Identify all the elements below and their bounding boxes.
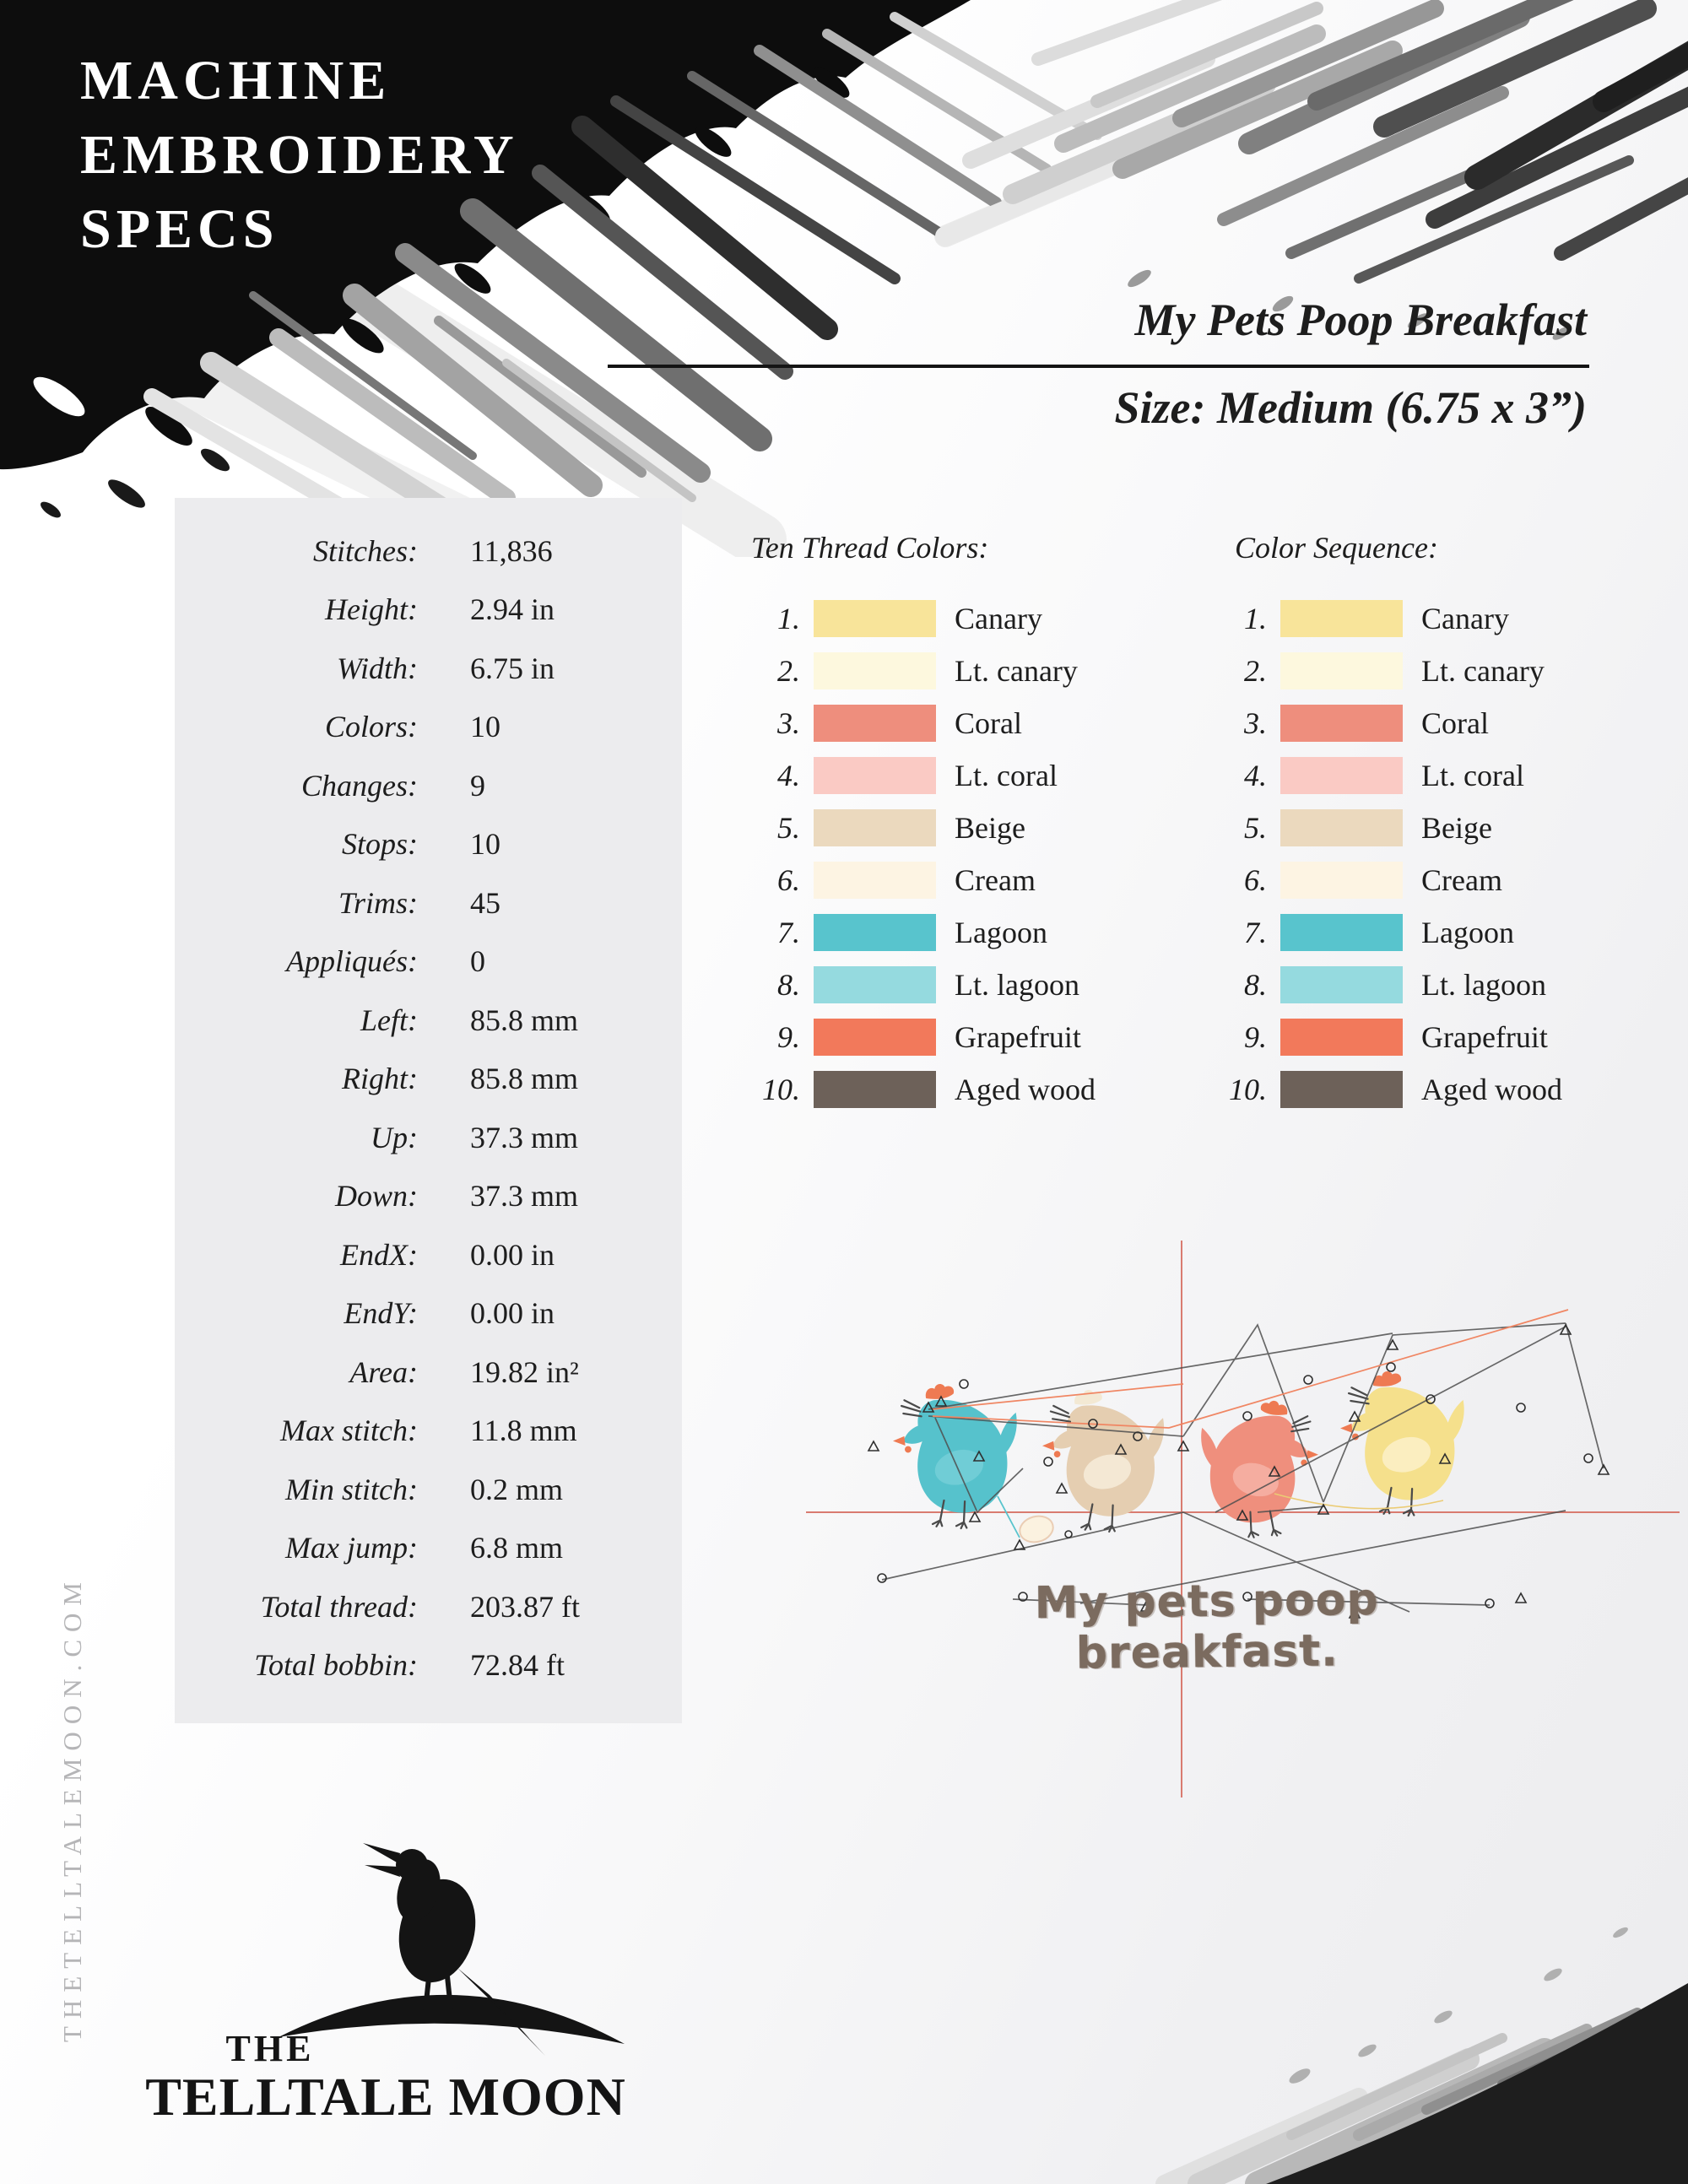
spec-panel bbox=[175, 498, 682, 1723]
color-swatch bbox=[814, 914, 936, 951]
thread-color-row bbox=[751, 645, 1096, 697]
color-name: Grapefruit bbox=[955, 1020, 1081, 1054]
color-number: 9. bbox=[777, 1020, 800, 1054]
spec-row bbox=[175, 991, 682, 1050]
thread-colors-list bbox=[751, 592, 1096, 1116]
spec-row bbox=[175, 581, 682, 640]
color-swatch bbox=[1280, 652, 1403, 689]
color-name: Canary bbox=[1421, 602, 1509, 635]
spec-value: 19.82 in² bbox=[470, 1354, 579, 1389]
color-swatch bbox=[1280, 862, 1403, 899]
spec-value: 11,836 bbox=[470, 533, 553, 568]
spec-row bbox=[175, 698, 682, 757]
spec-value: 37.3 mm bbox=[470, 1179, 579, 1214]
spec-row bbox=[175, 1167, 682, 1226]
spec-row bbox=[175, 639, 682, 698]
sequence-color-row bbox=[1218, 959, 1562, 1011]
spec-value: 37.3 mm bbox=[470, 1120, 579, 1154]
color-number: 7. bbox=[777, 916, 800, 949]
spec-row bbox=[175, 1519, 682, 1578]
color-number: 2. bbox=[1244, 654, 1267, 688]
sequence-color-row bbox=[1218, 749, 1562, 802]
color-name: Lt. canary bbox=[955, 654, 1078, 688]
sequence-color-row bbox=[1218, 1063, 1562, 1116]
spec-label: EndY: bbox=[344, 1296, 418, 1331]
color-swatch bbox=[1280, 809, 1403, 846]
coral-hen-graphic bbox=[1201, 1401, 1318, 1538]
spec-value: 6.75 in bbox=[470, 651, 555, 685]
design-name: My Pets Poop Breakfast bbox=[1134, 295, 1587, 345]
color-name: Coral bbox=[1421, 706, 1489, 740]
spec-label: Appliqués: bbox=[286, 944, 418, 979]
spec-row bbox=[175, 933, 682, 992]
accent-jump-lines bbox=[933, 1310, 1568, 1428]
color-number: 2. bbox=[777, 654, 800, 688]
color-name: Lt. canary bbox=[1421, 654, 1545, 688]
color-number: 9. bbox=[1244, 1020, 1267, 1054]
spec-label: Up: bbox=[371, 1120, 418, 1154]
spec-label: Width: bbox=[337, 651, 418, 685]
color-number: 4. bbox=[777, 759, 800, 792]
spec-label: Max jump: bbox=[285, 1531, 418, 1565]
spec-value: 0.00 in bbox=[470, 1296, 555, 1331]
page-title-line: MACHINE bbox=[80, 50, 392, 111]
color-number: 5. bbox=[1244, 811, 1267, 845]
color-swatch bbox=[814, 652, 936, 689]
color-swatch bbox=[814, 757, 936, 794]
spec-label: Stitches: bbox=[313, 533, 418, 568]
spec-value: 85.8 mm bbox=[470, 1062, 579, 1096]
thread-color-row bbox=[751, 854, 1096, 906]
thread-color-row bbox=[751, 959, 1096, 1011]
spec-row bbox=[175, 1225, 682, 1284]
color-swatch bbox=[1280, 705, 1403, 742]
color-name: Aged wood bbox=[1421, 1073, 1562, 1106]
color-sequence-list bbox=[1218, 592, 1562, 1116]
color-swatch bbox=[1280, 914, 1403, 951]
spec-row bbox=[175, 1343, 682, 1402]
spec-value: 0.00 in bbox=[470, 1237, 555, 1272]
color-number: 6. bbox=[777, 863, 800, 897]
sequence-color-row bbox=[1218, 854, 1562, 906]
spec-value: 85.8 mm bbox=[470, 1003, 579, 1037]
spec-row bbox=[175, 1050, 682, 1109]
spec-label: Total thread: bbox=[260, 1589, 418, 1624]
color-number: 4. bbox=[1244, 759, 1267, 792]
spec-value: 0.2 mm bbox=[470, 1472, 564, 1506]
color-number: 8. bbox=[1244, 968, 1267, 1002]
stitched-caption: My pets poop breakfast. bbox=[1034, 1574, 1380, 1679]
sequence-color-row bbox=[1218, 802, 1562, 854]
color-name: Cream bbox=[1421, 863, 1502, 897]
page-title bbox=[80, 44, 519, 266]
thread-colors-heading: Ten Thread Colors: bbox=[751, 531, 989, 565]
color-name: Lagoon bbox=[1421, 916, 1514, 949]
spec-row bbox=[175, 1636, 682, 1695]
color-number: 7. bbox=[1244, 916, 1267, 949]
spec-value: 72.84 ft bbox=[470, 1648, 565, 1683]
color-number: 10. bbox=[762, 1073, 800, 1106]
color-number: 3. bbox=[777, 706, 800, 740]
thread-color-row bbox=[751, 697, 1096, 749]
color-swatch bbox=[814, 1071, 936, 1108]
spec-label: Stops: bbox=[342, 827, 418, 862]
color-swatch bbox=[814, 966, 936, 1003]
thread-color-row bbox=[751, 1011, 1096, 1063]
spec-label: Down: bbox=[335, 1179, 418, 1214]
color-number: 1. bbox=[1244, 602, 1267, 635]
color-number: 5. bbox=[777, 811, 800, 845]
thread-color-row bbox=[751, 749, 1096, 802]
spec-label: Min stitch: bbox=[285, 1472, 418, 1506]
color-swatch bbox=[1280, 757, 1403, 794]
spec-label: Right: bbox=[342, 1062, 418, 1096]
color-name: Beige bbox=[1421, 811, 1492, 845]
design-size: Size: Medium (6.75 x 3”) bbox=[1114, 382, 1587, 433]
color-swatch bbox=[814, 862, 936, 899]
spec-value: 45 bbox=[470, 885, 500, 920]
color-number: 6. bbox=[1244, 863, 1267, 897]
spec-row bbox=[175, 1577, 682, 1636]
spec-value: 2.94 in bbox=[470, 592, 555, 627]
spec-value: 203.87 ft bbox=[470, 1589, 580, 1624]
color-number: 3. bbox=[1244, 706, 1267, 740]
spec-label: EndX: bbox=[340, 1237, 418, 1272]
egg-icon bbox=[1017, 1512, 1056, 1545]
spec-row bbox=[175, 522, 682, 581]
spec-row bbox=[175, 873, 682, 933]
page-title-line: SPECS bbox=[80, 197, 279, 260]
spec-row bbox=[175, 756, 682, 815]
color-swatch bbox=[1280, 600, 1403, 637]
color-swatch bbox=[1280, 1071, 1403, 1108]
color-name: Beige bbox=[955, 811, 1025, 845]
canary-hen-graphic bbox=[1340, 1371, 1464, 1516]
spec-label: Height: bbox=[325, 592, 418, 627]
spec-value: 10 bbox=[470, 710, 500, 744]
color-name: Aged wood bbox=[955, 1073, 1096, 1106]
spec-value: 0 bbox=[470, 944, 485, 979]
sequence-color-row bbox=[1218, 906, 1562, 959]
color-sequence-column bbox=[1218, 530, 1562, 1116]
spec-rows bbox=[175, 498, 682, 1695]
spec-value: 10 bbox=[470, 827, 500, 862]
thread-color-row bbox=[751, 906, 1096, 959]
thread-color-row bbox=[751, 1063, 1096, 1116]
page-title-line: EMBROIDERY bbox=[80, 123, 519, 186]
color-name: Cream bbox=[955, 863, 1036, 897]
lagoon-jump-line bbox=[998, 1496, 1020, 1538]
thread-colors-column bbox=[751, 530, 1096, 1116]
website-vertical-text: THETELLTALEMOON.COM bbox=[57, 1575, 87, 2042]
color-number: 1. bbox=[777, 602, 800, 635]
sequence-color-row bbox=[1218, 645, 1562, 697]
bottom-brush-art bbox=[1148, 1882, 1688, 2184]
sequence-color-row bbox=[1218, 592, 1562, 645]
spec-row bbox=[175, 1108, 682, 1167]
color-name: Grapefruit bbox=[1421, 1020, 1548, 1054]
color-name: Canary bbox=[955, 602, 1042, 635]
spec-value: 6.8 mm bbox=[470, 1531, 564, 1565]
spec-row bbox=[175, 1402, 682, 1461]
spec-label: Max stitch: bbox=[280, 1414, 418, 1448]
spec-label: Left: bbox=[360, 1003, 418, 1037]
spec-label: Colors: bbox=[324, 710, 418, 744]
color-name: Lagoon bbox=[955, 916, 1047, 949]
thread-color-row bbox=[751, 802, 1096, 854]
spec-value: 11.8 mm bbox=[470, 1414, 577, 1448]
embroidery-preview bbox=[802, 1215, 1688, 1806]
spec-label: Trims: bbox=[338, 885, 418, 920]
color-swatch bbox=[1280, 1019, 1403, 1056]
spec-label: Area: bbox=[349, 1354, 418, 1389]
color-sequence-heading: Color Sequence: bbox=[1235, 531, 1438, 565]
color-name: Lt. lagoon bbox=[955, 968, 1079, 1002]
spec-label: Total bobbin: bbox=[254, 1648, 418, 1683]
color-name: Coral bbox=[955, 706, 1022, 740]
color-number: 8. bbox=[777, 968, 800, 1002]
thread-color-row bbox=[751, 592, 1096, 645]
color-swatch bbox=[814, 705, 936, 742]
color-name: Lt. lagoon bbox=[1421, 968, 1546, 1002]
color-name: Lt. coral bbox=[1421, 759, 1524, 792]
spec-row bbox=[175, 1460, 682, 1519]
header-divider bbox=[608, 365, 1589, 368]
color-swatch bbox=[814, 809, 936, 846]
color-swatch bbox=[1280, 966, 1403, 1003]
spec-row bbox=[175, 815, 682, 874]
spec-row bbox=[175, 1284, 682, 1343]
spec-label: Changes: bbox=[301, 768, 418, 803]
brand-name: TELLTALE MOON bbox=[145, 2067, 626, 2127]
beige-hen-graphic bbox=[1042, 1390, 1164, 1532]
brand-the: THE bbox=[225, 2028, 315, 2069]
color-name: Lt. coral bbox=[955, 759, 1058, 792]
sequence-color-row bbox=[1218, 697, 1562, 749]
color-swatch bbox=[814, 1019, 936, 1056]
spec-value: 9 bbox=[470, 768, 485, 803]
sequence-color-row bbox=[1218, 1011, 1562, 1063]
color-swatch bbox=[814, 600, 936, 637]
color-number: 10. bbox=[1229, 1073, 1267, 1106]
